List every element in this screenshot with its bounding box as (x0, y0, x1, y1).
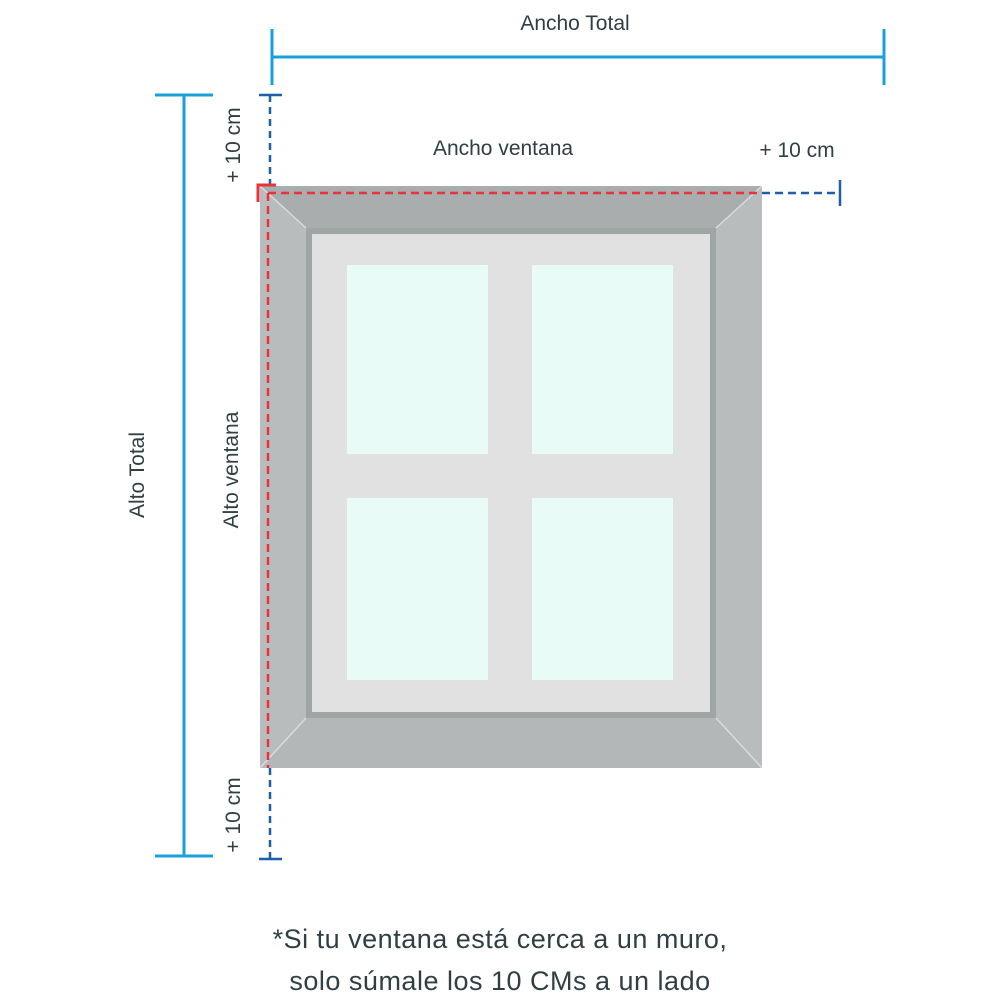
ancho-total-label: Ancho Total (520, 12, 630, 35)
footnote (0, 918, 1000, 1002)
alto-total-dimension (126, 95, 213, 856)
glass-pane-bottom-left (347, 498, 488, 680)
footnote-line-1: *Si tu ventana está cerca a un muro, (272, 924, 728, 954)
plus-10-top-label: + 10 cm (222, 107, 245, 183)
alto-total-label: Alto Total (126, 432, 149, 518)
plus-10-bottom-label: + 10 cm (222, 777, 245, 853)
glass-pane-top-left (347, 265, 488, 454)
ancho-extension-dimension (759, 139, 840, 206)
window (260, 186, 762, 768)
alto-ventana-label: Alto ventana (220, 411, 243, 529)
glass-pane-top-right (532, 265, 673, 454)
ancho-total-dimension (272, 12, 884, 85)
plus-10-right-label: + 10 cm (759, 139, 835, 162)
footnote-line-2: solo súmale los 10 CMs a un lado (289, 966, 711, 996)
glass-pane-bottom-right (532, 498, 673, 680)
ancho-ventana-label: Ancho ventana (432, 137, 574, 160)
frame-bevel-bottom (260, 718, 762, 768)
